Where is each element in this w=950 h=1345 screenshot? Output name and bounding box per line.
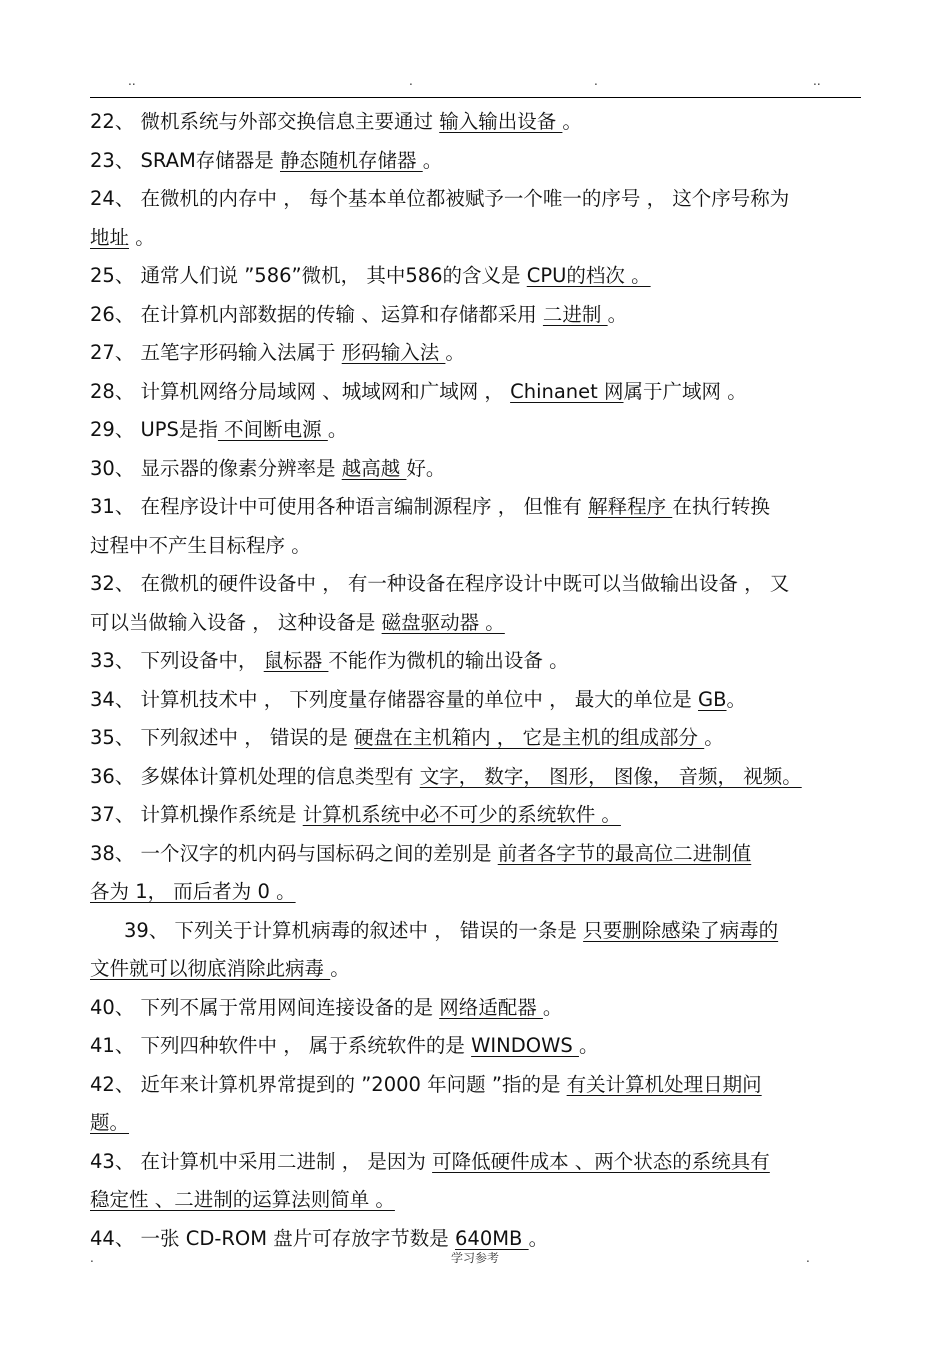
question-23: 23、 SRAM存储器是 静态随机存储器 。 (90, 148, 443, 172)
question-28: 28、 计算机网络分局域网 、城域网和广域网 ， Chinanet 网属于广域网 。 (90, 379, 747, 403)
answer: 二进制 (542, 302, 608, 326)
answer: 题。 (90, 1111, 130, 1134)
footer-caption: 学习参考 (450, 1251, 499, 1265)
question-29: 29、 UPS是指 不间断电源 。 (90, 418, 348, 441)
question-33: 33、 下列设备中， 鼠标器 不能作为微机的输出设备 。 (90, 649, 569, 672)
question-37: 37、 计算机操作系统是 计算机系统中必不可少的系统软件 。 (90, 803, 621, 826)
question-22: 22、 微机系统与外部交换信息主要通过 输入输出设备 。 (90, 110, 582, 133)
question-27: 27、 五笔字形码输入法属于 形码输入法 。 (90, 341, 465, 364)
question-34: 34、 计算机技术中 ， 下列度量存储器容量的单位中 ， 最大的单位是 GB。 (90, 687, 747, 711)
answer: 只要删除感染了病毒的 (583, 918, 779, 942)
header-mark: .. (813, 74, 821, 88)
answer: 解释程序 (588, 495, 673, 518)
answer: 有关计算机处理日期问 (566, 1072, 762, 1096)
answer: 静态随机存储器 (280, 148, 423, 172)
question-38: 38、 一个汉字的机内码与国标码之间的差别是 前者各字节的最高位二进制值 (90, 841, 752, 865)
answer: WINDOWS (471, 1034, 579, 1057)
answer: 640MB (455, 1226, 529, 1250)
question-38-cont (90, 873, 861, 912)
answer: 硬盘在主机箱内 ， 它是主机的组成部分 (354, 726, 705, 749)
question-41: 41、 下列四种软件中 ， 属于系统软件的是 WINDOWS 。 (90, 1034, 599, 1057)
question-39-cont: 文件就可以彻底消除此病毒 。 (90, 957, 350, 980)
question-24: 24、 在微机的内存中 ， 每个基本单位都被赋予一个唯一的序号 ， 这个序号称为 (90, 187, 790, 210)
answer: 输入输出设备 (439, 110, 563, 133)
question-30: 30、 显示器的像素分辨率是 越高越 好。 (90, 456, 446, 480)
answer: 稳定性 、二进制的运算法则简单 。 (90, 1188, 395, 1211)
question-42: 42、 近年来计算机界常提到的 ”2000 年问题 ”指的是 有关计算机处理日期问 (90, 1072, 762, 1096)
answer: 越高越 (341, 456, 407, 480)
answer: Chinanet 网 (510, 379, 624, 403)
question-44: 44、 一张 CD-ROM 盘片可存放字节数是 640MB 。 (90, 1226, 549, 1250)
answer: 文字， 数字， 图形， 图像， 音频， 视频。 (419, 764, 802, 788)
question-43-cont (90, 1181, 861, 1220)
header-rule (90, 97, 861, 98)
answer: 不间断电源 (217, 418, 328, 441)
header-mark: . (409, 74, 413, 88)
answer: 网络适配器 (439, 995, 543, 1019)
question-39: 39、 下列关于计算机病毒的叙述中 ， 错误的一条是 只要删除感染了病毒的 (124, 918, 779, 942)
answer: CPU的档次 。 (526, 264, 651, 287)
answer: 地址 (90, 225, 130, 249)
answer: 可降低硬件成本 、两个状态的系统具有 (432, 1149, 770, 1173)
answer: 鼠标器 (263, 649, 329, 672)
question-42-cont (90, 1104, 861, 1143)
question-43: 43、 在计算机中采用二进制 ， 是因为 可降低硬件成本 、两个状态的系统具有 (90, 1149, 770, 1173)
answer: 形码输入法 (341, 341, 446, 364)
question-32-cont: 可以当做输入设备 ， 这种设备是 磁盘驱动器 。 (90, 610, 505, 634)
answer: 文件就可以彻底消除此病毒 (90, 957, 331, 980)
footer-right-mark: . (806, 1251, 810, 1265)
answer: 计算机系统中必不可少的系统软件 。 (302, 803, 621, 826)
question-25: 25、 通常人们说 ”586”微机， 其中586的含义是 CPU的档次 。 (90, 264, 651, 287)
question-32: 32、 在微机的硬件设备中 ， 有一种设备在程序设计中既可以当做输出设备 ， 又 (90, 572, 790, 595)
answer: 磁盘驱动器 。 (381, 610, 505, 634)
question-31-cont: 过程中不产生目标程序 。 (90, 533, 311, 557)
footer-left-mark: . (90, 1251, 94, 1265)
question-24-cont: 地址 。 (90, 225, 155, 249)
question-31: 31、 在程序设计中可使用各种语言编制源程序 ， 但惟有 解释程序 在执行转换 (90, 495, 770, 518)
answer: 前者各字节的最高位二进制值 (497, 841, 752, 865)
header-mark: . (594, 74, 598, 88)
question-36: 36、 多媒体计算机处理的信息类型有 文字， 数字， 图形， 图像， 音频， 视频。 (90, 764, 802, 788)
answer: 各为 1， 而后者为 0 。 (90, 880, 296, 903)
question-40: 40、 下列不属于常用网间连接设备的是 网络适配器 。 (90, 995, 563, 1019)
question-26: 26、 在计算机内部数据的传输 、运算和存储都采用 二进制 。 (90, 302, 628, 326)
header-mark: .. (128, 74, 136, 88)
question-35: 35、 下列叙述中 ， 错误的是 硬盘在主机箱内 ， 它是主机的组成部分 。 (90, 726, 724, 749)
question-list (90, 103, 861, 1258)
answer: GB (698, 687, 727, 711)
